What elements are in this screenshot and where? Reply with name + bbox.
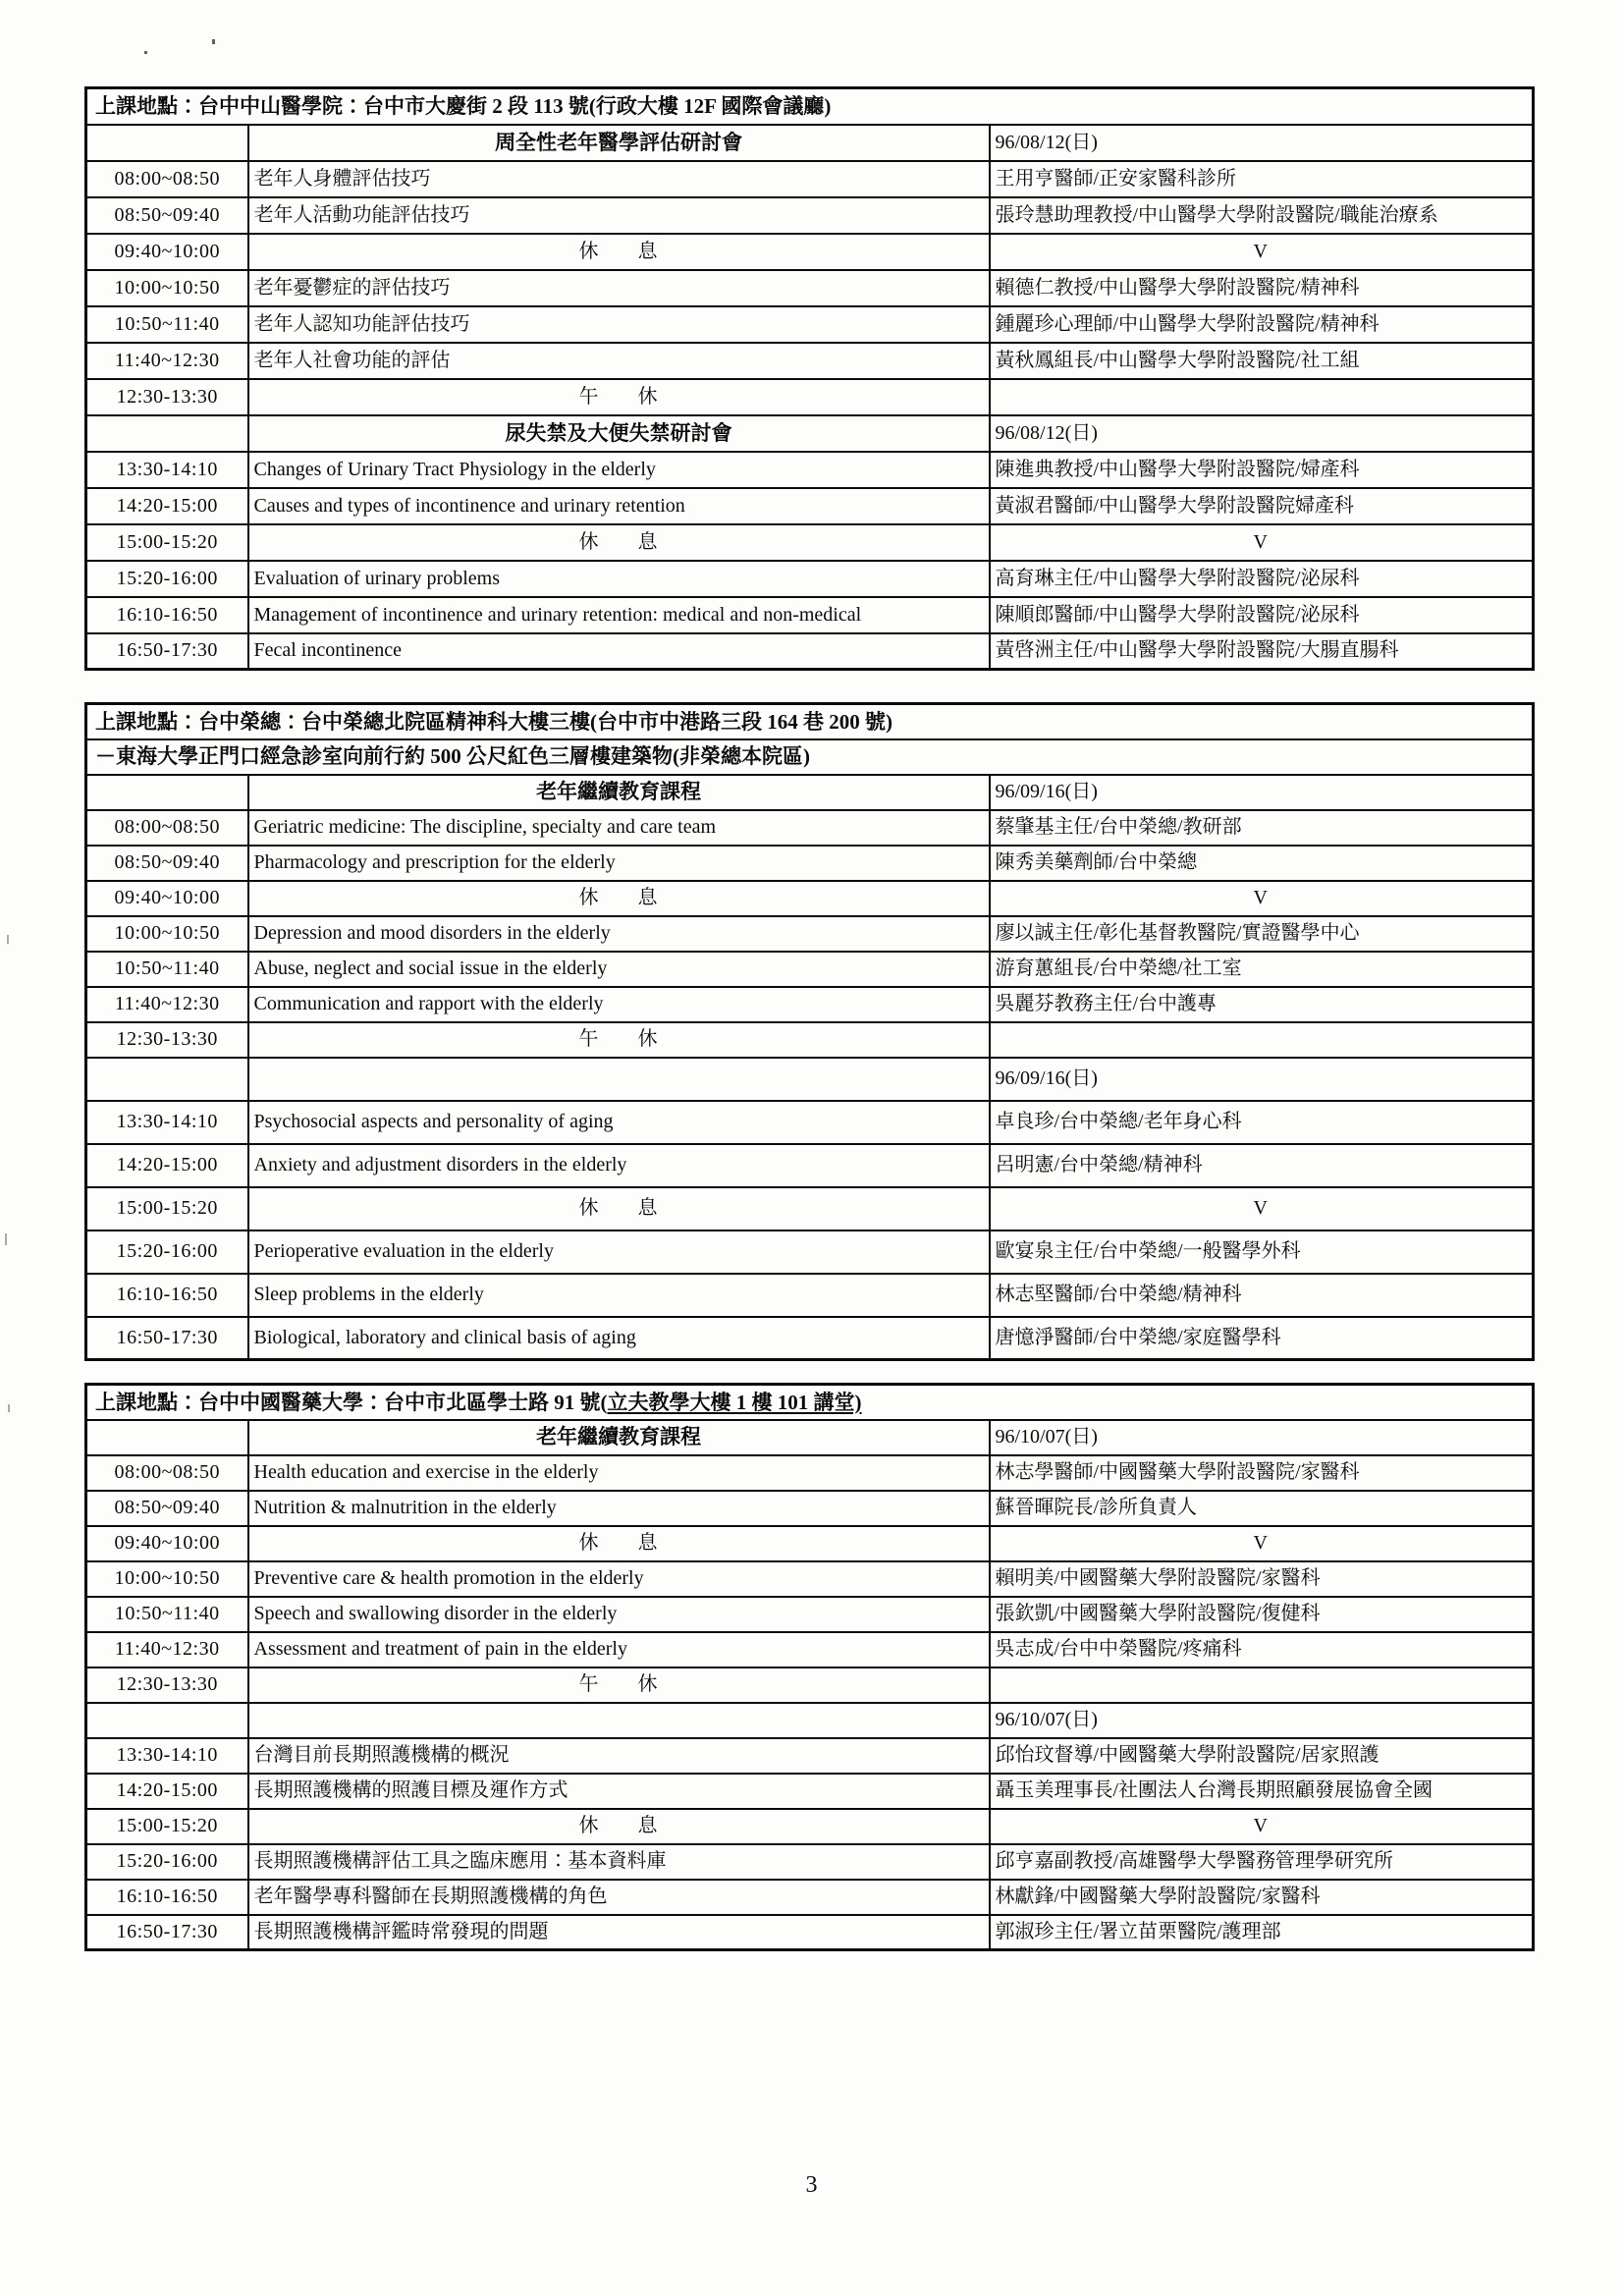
location-line: 上課地點：台中中山醫學院：台中市大慶街 2 段 113 號(行政大樓 12F 國際會議廳): [86, 88, 1534, 125]
speaker-cell: 林獻鋒/中國醫藥大學附設醫院/家醫科: [990, 1880, 1534, 1915]
speaker-cell: 邱亨嘉副教授/高雄醫學大學醫務管理學研究所: [990, 1844, 1534, 1880]
topic-cell: 台灣目前長期照護機構的概況: [248, 1738, 990, 1774]
speaker-cell: 邱怡玟督導/中國醫藥大學附設醫院/居家照護: [990, 1738, 1534, 1774]
table-row: [86, 1738, 1534, 1774]
speaker-cell: 黃啓洲主任/中山醫學大學附設醫院/大腸直腸科: [990, 633, 1534, 670]
speaker-cell: 林志學醫師/中國醫藥大學附設醫院/家醫科: [990, 1455, 1534, 1491]
topic-cell: Causes and types of incontinence and urinary retention: [248, 488, 990, 524]
session-title: 老年繼續教育課程: [248, 775, 990, 810]
speaker-cell: V: [990, 1809, 1534, 1844]
time-cell: 10:50~11:40: [86, 1597, 248, 1632]
speaker-cell: [990, 1667, 1534, 1703]
location-row: [86, 88, 1534, 125]
session-date: 96/08/12(日): [990, 125, 1534, 161]
session-header-row: [86, 775, 1534, 810]
table-row: [86, 1144, 1534, 1187]
topic-cell: 休 息: [248, 234, 990, 270]
session-time-cell: [86, 1058, 248, 1101]
table-row: [86, 161, 1534, 197]
session-header-row: [86, 1420, 1534, 1455]
topic-cell: Biological, laboratory and clinical basis of aging: [248, 1317, 990, 1360]
speaker-cell: 鍾麗珍心理師/中山醫學大學附設醫院/精神科: [990, 306, 1534, 343]
location-line: 上課地點：台中中國醫藥大學：台中市北區學士路 91 號(立夫教學大樓 1 樓 101 講堂): [86, 1385, 1534, 1420]
topic-cell: 老年人身體評估技巧: [248, 161, 990, 197]
table-row: [86, 952, 1534, 987]
table-row: [86, 561, 1534, 597]
table-row: [86, 379, 1534, 415]
speaker-cell: [990, 1022, 1534, 1058]
speaker-cell: 張欽凱/中國醫藥大學附設醫院/復健科: [990, 1597, 1534, 1632]
session-title: [248, 1703, 990, 1738]
time-cell: 10:00~10:50: [86, 1561, 248, 1597]
time-cell: 14:20-15:00: [86, 1774, 248, 1809]
topic-cell: 老年人活動功能評估技巧: [248, 197, 990, 234]
table-row: [86, 1317, 1534, 1360]
table-row: [86, 1632, 1534, 1667]
session-date: 96/09/16(日): [990, 775, 1534, 810]
speaker-cell: V: [990, 234, 1534, 270]
time-cell: 08:00~08:50: [86, 810, 248, 846]
page-number: 3: [805, 2172, 818, 2198]
table-row: [86, 881, 1534, 916]
topic-cell: 午 休: [248, 379, 990, 415]
topic-cell: Psychosocial aspects and personality of aging: [248, 1101, 990, 1144]
time-cell: 10:50~11:40: [86, 952, 248, 987]
table-row: [86, 1774, 1534, 1809]
speaker-cell: 吳志成/台中中榮醫院/疼痛科: [990, 1632, 1534, 1667]
session-time-cell: [86, 1703, 248, 1738]
time-cell: 14:20-15:00: [86, 488, 248, 524]
time-cell: 14:20-15:00: [86, 1144, 248, 1187]
table-row: [86, 1597, 1534, 1632]
table-row: [86, 916, 1534, 952]
speaker-cell: 游育蕙組長/台中榮總/社工室: [990, 952, 1534, 987]
time-cell: 16:50-17:30: [86, 1317, 248, 1360]
speaker-cell: 呂明憲/台中榮總/精神科: [990, 1144, 1534, 1187]
table-row: [86, 452, 1534, 488]
speaker-cell: 蔡肇基主任/台中榮總/教研部: [990, 810, 1534, 846]
time-cell: 11:40~12:30: [86, 343, 248, 379]
table-row: [86, 1274, 1534, 1317]
session-header-row: [86, 1058, 1534, 1101]
time-cell: 15:00-15:20: [86, 1187, 248, 1230]
table-row: [86, 234, 1534, 270]
speaker-cell: 郭淑珍主任/署立苗栗醫院/護理部: [990, 1915, 1534, 1950]
location-line: －東海大學正門口經急診室向前行約 500 公尺紅色三層樓建築物(非榮總本院區): [86, 739, 1534, 775]
topic-cell: Communication and rapport with the elderly: [248, 987, 990, 1022]
time-cell: 11:40~12:30: [86, 1632, 248, 1667]
speaker-cell: 聶玉美理事長/社團法人台灣長期照顧發展協會全國: [990, 1774, 1534, 1809]
speaker-cell: 唐憶淨醫師/台中榮總/家庭醫學科: [990, 1317, 1534, 1360]
table-row: [86, 1101, 1534, 1144]
topic-cell: 長期照護機構的照護目標及運作方式: [248, 1774, 990, 1809]
speaker-cell: 張玲慧助理教授/中山醫學大學附設醫院/職能治療系: [990, 197, 1534, 234]
time-cell: 13:30-14:10: [86, 1101, 248, 1144]
table-row: [86, 1915, 1534, 1950]
schedule-table-china-medical: [84, 1383, 1535, 1951]
table-row: [86, 1844, 1534, 1880]
time-cell: 11:40~12:30: [86, 987, 248, 1022]
speaker-cell: 廖以誠主任/彰化基督教醫院/實證醫學中心: [990, 916, 1534, 952]
topic-cell: 休 息: [248, 1809, 990, 1844]
time-cell: 10:50~11:40: [86, 306, 248, 343]
topic-cell: Anxiety and adjustment disorders in the elderly: [248, 1144, 990, 1187]
topic-cell: Assessment and treatment of pain in the elderly: [248, 1632, 990, 1667]
scan-speck: [7, 935, 9, 944]
topic-cell: 休 息: [248, 1526, 990, 1561]
topic-cell: Speech and swallowing disorder in the elderly: [248, 1597, 990, 1632]
time-cell: 15:20-16:00: [86, 561, 248, 597]
topic-cell: 長期照護機構評估工具之臨床應用：基本資料庫: [248, 1844, 990, 1880]
table-row: [86, 306, 1534, 343]
time-cell: 10:00~10:50: [86, 270, 248, 306]
speaker-cell: 歐宴泉主任/台中榮總/一般醫學外科: [990, 1230, 1534, 1274]
topic-cell: 老年人認知功能評估技巧: [248, 306, 990, 343]
table-row: [86, 1880, 1534, 1915]
speaker-cell: 陳秀美藥劑師/台中榮總: [990, 846, 1534, 881]
time-cell: 15:00-15:20: [86, 524, 248, 561]
time-cell: 08:50~09:40: [86, 846, 248, 881]
location-line: 上課地點：台中榮總：台中榮總北院區精神科大樓三樓(台中市中港路三段 164 巷 200 號): [86, 704, 1534, 739]
table-row: [86, 987, 1534, 1022]
time-cell: 08:50~09:40: [86, 1491, 248, 1526]
speaker-cell: 林志堅醫師/台中榮總/精神科: [990, 1274, 1534, 1317]
time-cell: 16:10-16:50: [86, 597, 248, 633]
time-cell: 12:30-13:30: [86, 1022, 248, 1058]
topic-cell: Management of incontinence and urinary retention: medical and non-medical: [248, 597, 990, 633]
table-row: [86, 1526, 1534, 1561]
table-row: [86, 597, 1534, 633]
location-row: [86, 739, 1534, 775]
time-cell: 15:20-16:00: [86, 1230, 248, 1274]
time-cell: 13:30-14:10: [86, 452, 248, 488]
location-underline: 立夫教學大樓 1 樓 101 講堂): [607, 1390, 862, 1414]
speaker-cell: V: [990, 1187, 1534, 1230]
table-row: [86, 343, 1534, 379]
topic-cell: Geriatric medicine: The discipline, specialty and care team: [248, 810, 990, 846]
session-date: 96/10/07(日): [990, 1420, 1534, 1455]
speaker-cell: 王用亨醫師/正安家醫科診所: [990, 161, 1534, 197]
table-row: [86, 1455, 1534, 1491]
topic-cell: 休 息: [248, 1187, 990, 1230]
speaker-cell: 高育琳主任/中山醫學大學附設醫院/泌尿科: [990, 561, 1534, 597]
table-row: [86, 1187, 1534, 1230]
speaker-cell: 陳進典教授/中山醫學大學附設醫院/婦產科: [990, 452, 1534, 488]
topic-cell: 休 息: [248, 881, 990, 916]
course-schedule-section-2: [84, 702, 1532, 1361]
topic-cell: Changes of Urinary Tract Physiology in the elderly: [248, 452, 990, 488]
time-cell: 12:30-13:30: [86, 379, 248, 415]
speaker-cell: V: [990, 524, 1534, 561]
topic-cell: 老年醫學專科醫師在長期照護機構的角色: [248, 1880, 990, 1915]
topic-cell: Abuse, neglect and social issue in the elderly: [248, 952, 990, 987]
session-title: 老年繼續教育課程: [248, 1420, 990, 1455]
table-row: [86, 524, 1534, 561]
session-header-row: [86, 1703, 1534, 1738]
table-row: [86, 488, 1534, 524]
time-cell: 15:00-15:20: [86, 1809, 248, 1844]
table-row: [86, 810, 1534, 846]
scan-speck: [5, 1233, 7, 1245]
topic-cell: Evaluation of urinary problems: [248, 561, 990, 597]
speaker-cell: 黃秋鳳組長/中山醫學大學附設醫院/社工組: [990, 343, 1534, 379]
session-time-cell: [86, 1420, 248, 1455]
speaker-cell: 卓良珍/台中榮總/老年身心科: [990, 1101, 1534, 1144]
session-header-row: [86, 125, 1534, 161]
table-row: [86, 1491, 1534, 1526]
table-row: [86, 633, 1534, 670]
time-cell: 16:50-17:30: [86, 633, 248, 670]
speaker-cell: 賴德仁教授/中山醫學大學附設醫院/精神科: [990, 270, 1534, 306]
speaker-cell: 蘇晉暉院長/診所負責人: [990, 1491, 1534, 1526]
topic-cell: 長期照護機構評鑑時常發現的問題: [248, 1915, 990, 1950]
session-date: 96/09/16(日): [990, 1058, 1534, 1101]
speaker-cell: 吳麗芬教務主任/台中護專: [990, 987, 1534, 1022]
time-cell: 15:20-16:00: [86, 1844, 248, 1880]
time-cell: 16:50-17:30: [86, 1915, 248, 1950]
time-cell: 09:40~10:00: [86, 234, 248, 270]
table-row: [86, 1809, 1534, 1844]
time-cell: 08:50~09:40: [86, 197, 248, 234]
time-cell: 08:00~08:50: [86, 161, 248, 197]
scan-speck: [212, 39, 215, 44]
session-date: 96/10/07(日): [990, 1703, 1534, 1738]
schedule-table-taichung-veterans: [84, 702, 1535, 1361]
topic-cell: Sleep problems in the elderly: [248, 1274, 990, 1317]
session-title: 尿失禁及大便失禁研討會: [248, 415, 990, 452]
time-cell: 16:10-16:50: [86, 1880, 248, 1915]
location-row: [86, 704, 1534, 739]
speaker-cell: 賴明美/中國醫藥大學附設醫院/家醫科: [990, 1561, 1534, 1597]
scan-speck: [8, 1404, 10, 1412]
location-row: [86, 1385, 1534, 1420]
topic-cell: 休 息: [248, 524, 990, 561]
session-time-cell: [86, 125, 248, 161]
course-schedule-section-1: [84, 86, 1532, 671]
table-row: [86, 846, 1534, 881]
scan-speck: [144, 51, 147, 54]
topic-cell: 午 休: [248, 1667, 990, 1703]
speaker-cell: V: [990, 881, 1534, 916]
topic-cell: 老年人社會功能的評估: [248, 343, 990, 379]
topic-cell: Nutrition & malnutrition in the elderly: [248, 1491, 990, 1526]
topic-cell: Fecal incontinence: [248, 633, 990, 670]
speaker-cell: V: [990, 1526, 1534, 1561]
topic-cell: 老年憂鬱症的評估技巧: [248, 270, 990, 306]
session-time-cell: [86, 415, 248, 452]
table-row: [86, 1561, 1534, 1597]
topic-cell: Depression and mood disorders in the elderly: [248, 916, 990, 952]
table-row: [86, 197, 1534, 234]
session-header-row: [86, 415, 1534, 452]
topic-cell: Preventive care & health promotion in the elderly: [248, 1561, 990, 1597]
topic-cell: Perioperative evaluation in the elderly: [248, 1230, 990, 1274]
speaker-cell: [990, 379, 1534, 415]
time-cell: 09:40~10:00: [86, 881, 248, 916]
topic-cell: 午 休: [248, 1022, 990, 1058]
schedule-table-chungshan: [84, 86, 1535, 671]
session-date: 96/08/12(日): [990, 415, 1534, 452]
topic-cell: Health education and exercise in the elderly: [248, 1455, 990, 1491]
table-row: [86, 1230, 1534, 1274]
speaker-cell: 陳順郎醫師/中山醫學大學附設醫院/泌尿科: [990, 597, 1534, 633]
speaker-cell: 黃淑君醫師/中山醫學大學附設醫院婦產科: [990, 488, 1534, 524]
time-cell: 12:30-13:30: [86, 1667, 248, 1703]
table-row: [86, 270, 1534, 306]
time-cell: 13:30-14:10: [86, 1738, 248, 1774]
table-row: [86, 1022, 1534, 1058]
topic-cell: Pharmacology and prescription for the elderly: [248, 846, 990, 881]
course-schedule-section-3: [84, 1383, 1532, 1951]
session-title: [248, 1058, 990, 1101]
time-cell: 10:00~10:50: [86, 916, 248, 952]
session-title: 周全性老年醫學評估研討會: [248, 125, 990, 161]
session-time-cell: [86, 775, 248, 810]
time-cell: 08:00~08:50: [86, 1455, 248, 1491]
table-row: [86, 1667, 1534, 1703]
time-cell: 09:40~10:00: [86, 1526, 248, 1561]
time-cell: 16:10-16:50: [86, 1274, 248, 1317]
